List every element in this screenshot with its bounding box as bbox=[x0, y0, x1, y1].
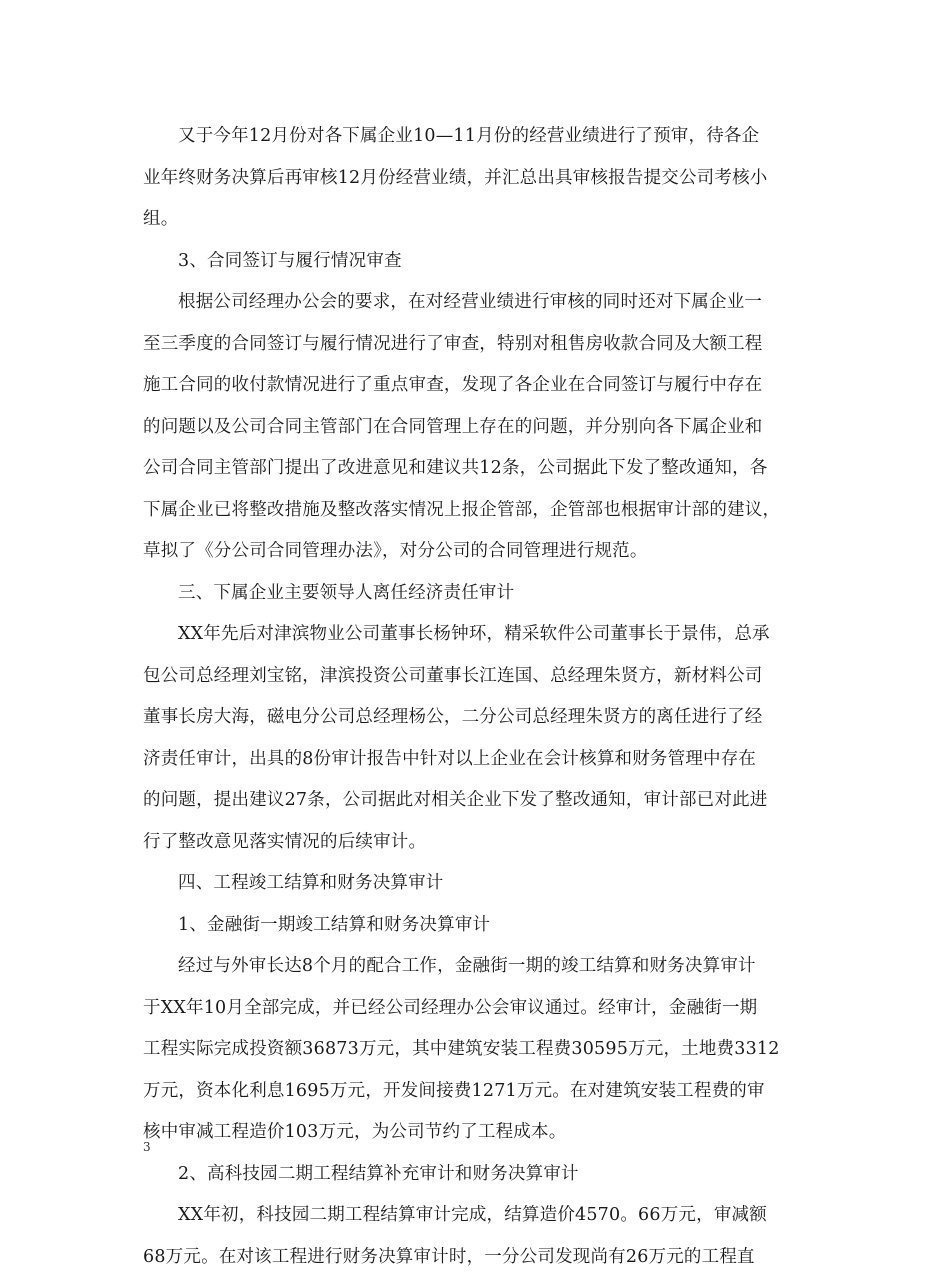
section-heading-departure-audit: 三、下属企业主要领导人离任经济责任审计 bbox=[143, 573, 806, 615]
subsection-heading-tech-park: 2、高科技园二期工程结算补充审计和财务决算审计 bbox=[143, 1154, 806, 1196]
text-line-21: 经过与外审长达8个月的配合工作，金融街一期的竣工结算和财务决算审计 bbox=[143, 946, 806, 988]
text-line-3: 组。 bbox=[143, 199, 806, 241]
text-line-15: 董事长房大海，磁电分公司总经理杨公，二分公司总经理朱贤方的离任进行了经 bbox=[143, 697, 806, 739]
page-number: 3 bbox=[143, 1140, 151, 1154]
text-line-8: 的问题以及公司合同主管部门在合同管理上存在的问题，并分别向各下属企业和 bbox=[143, 407, 806, 449]
text-line-13: XX年先后对津滨物业公司董事长杨钟环，精采软件公司董事长于景伟，总承 bbox=[143, 614, 806, 656]
text-line-6: 至三季度的合同签订与履行情况进行了审查，特别对租售房收款合同及大额工程 bbox=[143, 324, 806, 366]
section-heading-settlement-audit: 四、工程竣工结算和财务决算审计 bbox=[143, 863, 806, 905]
text-line-9: 公司合同主管部门提出了改进意见和建议共12条，公司据此下发了整改通知，各 bbox=[143, 448, 806, 490]
text-line-25: 核中审减工程造价103万元，为公司节约了工程成本。 bbox=[143, 1112, 806, 1154]
text-line-10: 下属企业已将整改措施及整改落实情况上报企管部，企管部也根据审计部的建议， bbox=[143, 490, 806, 532]
text-line-23: 工程实际完成投资额36873万元，其中建筑安装工程费30595万元，土地费3312 bbox=[143, 1029, 806, 1071]
text-line-27: XX年初，科技园二期工程结算审计完成，结算造价4570。66万元，审减额 bbox=[143, 1195, 806, 1237]
text-line-24: 万元，资本化利息1695万元，开发间接费1271万元。在对建筑安装工程费的审 bbox=[143, 1071, 806, 1113]
subsection-heading-financial-street: 1、金融街一期竣工结算和财务决算审计 bbox=[143, 905, 806, 947]
text-line-1: 又于今年12月份对各下属企业10—11月份的经营业绩进行了预审，待各企 bbox=[143, 116, 806, 158]
text-line-14: 包公司总经理刘宝铭，津滨投资公司董事长江连国、总经理朱贤方，新材料公司 bbox=[143, 656, 806, 698]
text-line-22: 于XX年10月全部完成，并已经公司经理办公会审议通过。经审计，金融街一期 bbox=[143, 988, 806, 1030]
text-line-5: 根据公司经理办公会的要求，在对经营业绩进行审核的同时还对下属企业一 bbox=[143, 282, 806, 324]
text-line-11: 草拟了《分公司合同管理办法》，对分公司的合同管理进行规范。 bbox=[143, 531, 806, 573]
text-line-28: 68万元。在对该工程进行财务决算审计时，一分公司发现尚有26万元的工程直 bbox=[143, 1237, 806, 1278]
document-body bbox=[143, 116, 806, 1278]
text-line-17: 的问题，提出建议27条，公司据此对相关企业下发了整改通知，审计部已对此进 bbox=[143, 780, 806, 822]
text-line-16: 济责任审计，出具的8份审计报告中针对以上企业在会计核算和财务管理中存在 bbox=[143, 739, 806, 781]
text-line-2: 业年终财务决算后再审核12月份经营业绩，并汇总出具审核报告提交公司考核小 bbox=[143, 158, 806, 200]
text-line-7: 施工合同的收付款情况进行了重点审查，发现了各企业在合同签订与履行中存在 bbox=[143, 365, 806, 407]
text-line-18: 行了整改意见落实情况的后续审计。 bbox=[143, 822, 806, 864]
section-heading-contract-review: 3、合同签订与履行情况审查 bbox=[143, 241, 806, 283]
